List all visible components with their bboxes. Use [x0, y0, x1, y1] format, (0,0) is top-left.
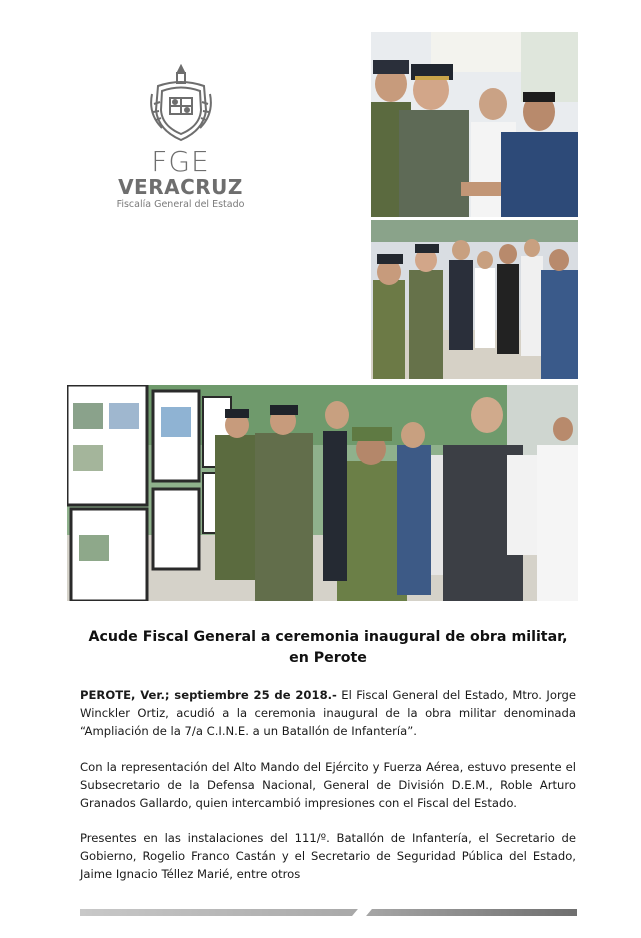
fge-logo: [108, 64, 253, 224]
paragraph-2: Con la representación del Alto Mando del Ejército y Fuerza Aérea, estuvo presente el Subsecretario de la Defensa Nacional, General de División D.E.M., Roble Arturo Granados Gallardo, quien intercambió impresiones con el Fiscal del Estado.: [80, 760, 576, 810]
paragraph-3: Presentes en las instalaciones del 111/º. Batallón de Infantería, el Secretario de Gobierno, Rogelio Franco Castán y el Secretario de Seguridad Pública del Estado, Jaime Ignacio Téllez Marié, entre otros: [80, 831, 576, 881]
headline-line-2: en Perote: [289, 650, 367, 666]
article-headline: [80, 627, 576, 669]
logo-subtitle: Fiscalía General del Estado: [116, 199, 245, 210]
coat-of-arms-icon: [108, 64, 253, 144]
photo-group-walk: [371, 220, 578, 379]
paragraph-1-body: El Fiscal General del Estado, Mtro. Jorge Winckler Ortiz, acudió a la ceremonia inaugural de la obra militar denominada “Ampliación de la 7/a C.I.N.E. a un Batallón de Infantería”.: [80, 688, 576, 738]
logo-fge-text: FGE: [151, 145, 210, 178]
headline-line-1: Acude Fiscal General a ceremonia inaugural de obra militar,: [88, 629, 568, 645]
dateline: PEROTE, Ver.; septiembre 25 de 2018.-: [80, 688, 337, 702]
photo-exhibit-boards: [67, 385, 578, 601]
footer-bar: [80, 909, 577, 916]
logo-veracruz-text: VERACRUZ: [118, 175, 243, 199]
paragraph-1: [80, 686, 576, 740]
photo-handshake: [371, 32, 578, 217]
